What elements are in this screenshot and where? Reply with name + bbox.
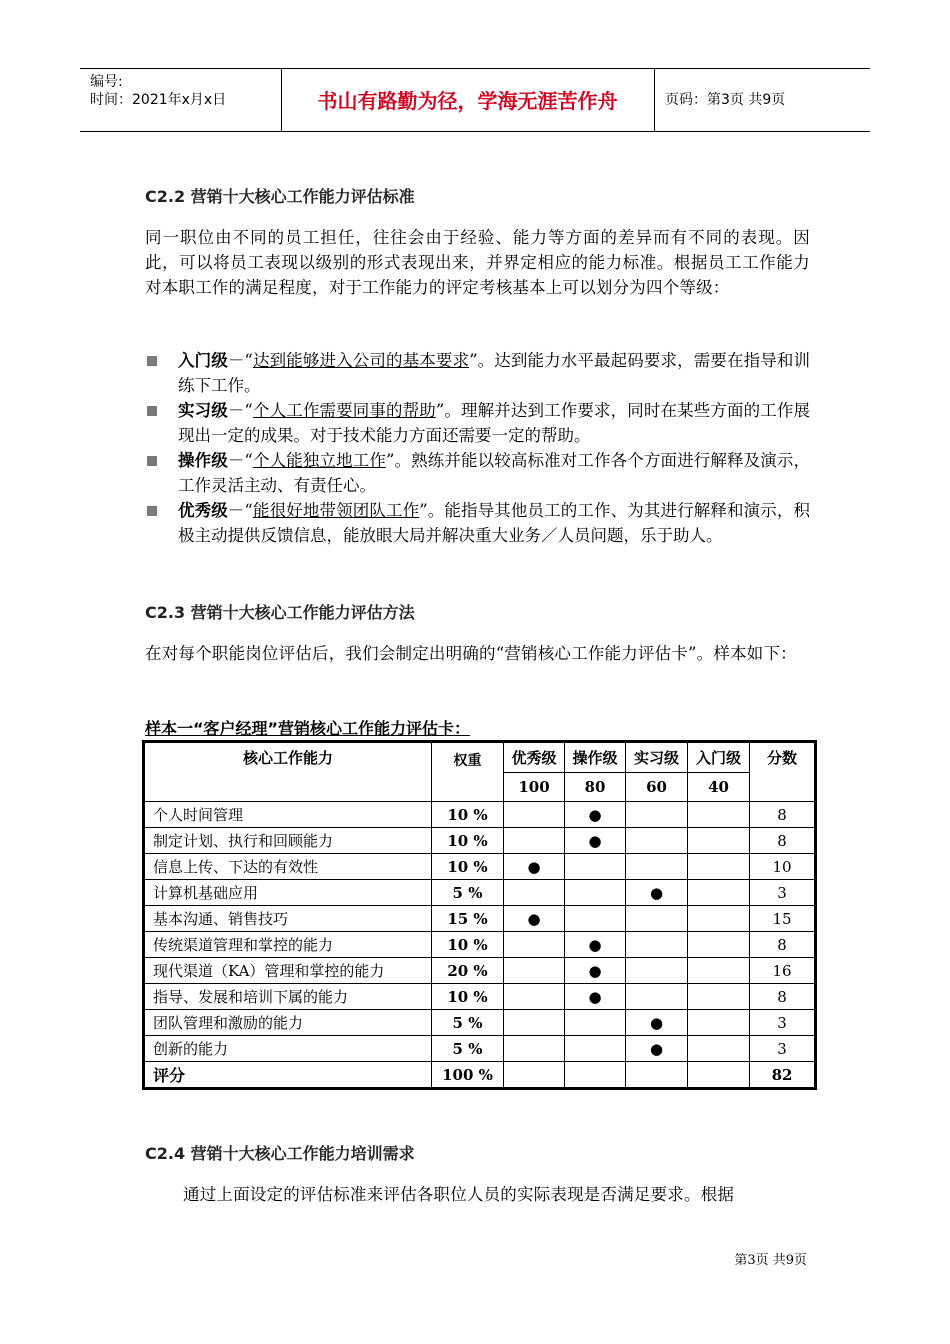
level-cell — [565, 1036, 626, 1062]
header-level-label: 实习级 — [626, 742, 688, 773]
section-heading-c22: C2.2 营销十大核心工作能力评估标准 — [145, 187, 415, 206]
level-dot-icon: ● — [588, 987, 602, 1006]
header-divider — [654, 69, 655, 131]
level-quote: 能很好地带领团队工作 — [252, 501, 420, 520]
table-row — [144, 932, 816, 958]
level-cell — [504, 802, 565, 828]
level-cell — [626, 1010, 688, 1036]
header-level-value: 80 — [565, 772, 626, 801]
ability-name: 创新的能力 — [144, 1036, 432, 1062]
level-cell — [626, 854, 688, 880]
ability-weight: 5 % — [432, 880, 504, 906]
level-cell — [688, 1036, 750, 1062]
ability-name: 个人时间管理 — [144, 802, 432, 828]
section-heading-c24: C2.4 营销十大核心工作能力培训需求 — [145, 1144, 415, 1163]
table-row — [144, 1010, 816, 1036]
level-cell — [626, 880, 688, 906]
level-description: 。熟练并能以较高标准对工作各个方面进行解释及演示，工作灵活主动、有责任心。 — [178, 451, 810, 495]
level-name: 入门级 — [178, 351, 228, 370]
level-dot-icon: ● — [649, 883, 664, 902]
ability-score: 10 — [750, 854, 816, 880]
ability-name: 指导、发展和培训下属的能力 — [144, 984, 432, 1010]
ability-score: 8 — [750, 984, 816, 1010]
header-level-label: 入门级 — [688, 742, 750, 773]
ability-weight: 10 % — [432, 854, 504, 880]
bullet-square-icon — [147, 506, 157, 516]
ability-score: 8 — [750, 932, 816, 958]
header-level-label: 操作级 — [565, 742, 626, 773]
level-cell — [565, 932, 626, 958]
level-cell — [504, 1010, 565, 1036]
total-score: 82 — [750, 1062, 816, 1089]
ability-score: 3 — [750, 1010, 816, 1036]
section-heading-c23: C2.3 营销十大核心工作能力评估方法 — [145, 603, 415, 622]
level-cell — [565, 1010, 626, 1036]
level-name: 操作级 — [178, 451, 228, 470]
level-cell — [504, 854, 565, 880]
level-cell — [504, 880, 565, 906]
total-weight: 100 % — [432, 1062, 504, 1089]
level-cell — [504, 932, 565, 958]
level-dash: －“ — [227, 401, 253, 420]
level-cell — [626, 1062, 688, 1089]
header-meta — [90, 73, 226, 109]
table-row — [144, 828, 816, 854]
ability-score: 16 — [750, 958, 816, 984]
level-dot-icon: ● — [527, 857, 541, 876]
level-dot-icon: ● — [588, 961, 602, 980]
level-name: 实习级 — [178, 401, 228, 420]
level-cell — [688, 932, 750, 958]
level-cell — [688, 854, 750, 880]
ability-weight: 15 % — [432, 906, 504, 932]
level-cell — [565, 854, 626, 880]
level-cell — [504, 1062, 565, 1089]
level-close-quote: ” — [385, 451, 395, 470]
level-cell — [688, 1062, 750, 1089]
header-level-value: 60 — [626, 772, 688, 801]
level-cell — [565, 958, 626, 984]
total-label: 评分 — [144, 1062, 432, 1089]
level-cell — [688, 1010, 750, 1036]
bullet-square-icon — [147, 406, 157, 416]
level-name: 优秀级 — [178, 501, 228, 520]
level-cell — [626, 932, 688, 958]
level-cell — [688, 906, 750, 932]
table-row — [144, 1036, 816, 1062]
ability-weight: 5 % — [432, 1036, 504, 1062]
ability-weight: 20 % — [432, 958, 504, 984]
table-row — [144, 906, 816, 932]
level-dot-icon: ● — [588, 935, 602, 954]
ability-weight: 10 % — [432, 932, 504, 958]
ability-weight: 10 % — [432, 984, 504, 1010]
bullet-square-icon — [147, 456, 157, 466]
level-cell — [565, 828, 626, 854]
level-cell — [626, 802, 688, 828]
level-item — [145, 498, 810, 548]
level-quote: 个人工作需要同事的帮助 — [252, 401, 436, 420]
level-dash: －“ — [227, 451, 253, 470]
level-dot-icon: ● — [588, 805, 602, 824]
level-dash: －“ — [227, 351, 253, 370]
ability-score: 8 — [750, 828, 816, 854]
table-header-row — [144, 742, 816, 773]
level-cell — [688, 984, 750, 1010]
table-row — [144, 958, 816, 984]
table-row — [144, 802, 816, 828]
footer-page-number: 第3页 共9页 — [734, 1253, 807, 1268]
level-quote: 个人能独立地工作 — [252, 451, 386, 470]
level-cell — [626, 1036, 688, 1062]
table-row — [144, 984, 816, 1010]
time-label: 时间：2021年x月x日 — [90, 92, 227, 108]
level-dot-icon: ● — [649, 1039, 664, 1058]
level-cell — [688, 958, 750, 984]
header-motto: 书山有路勤为径，学海无涯苦作舟 — [317, 89, 618, 113]
total-row — [144, 1062, 816, 1089]
level-cell — [688, 828, 750, 854]
ability-name: 制定计划、执行和回顾能力 — [144, 828, 432, 854]
level-cell — [626, 984, 688, 1010]
section-c24-intro: 通过上面设定的评估标准来评估各职位人员的实际表现是否满足要求。根据 — [183, 1185, 735, 1204]
ability-name: 信息上传、下达的有效性 — [144, 854, 432, 880]
level-description: 。达到能力水平最起码要求，需要在指导和训练下工作。 — [178, 351, 810, 395]
level-dot-icon: ● — [649, 1013, 664, 1032]
level-close-quote: ” — [419, 501, 428, 520]
level-cell — [504, 958, 565, 984]
level-quote: 达到能够进入公司的基本要求 — [252, 351, 470, 370]
level-cell — [504, 984, 565, 1010]
header-score: 分数 — [750, 742, 816, 802]
ability-weight: 5 % — [432, 1010, 504, 1036]
header-weight: 权重 — [432, 742, 504, 802]
level-cell — [688, 880, 750, 906]
level-item — [145, 448, 810, 498]
level-item — [145, 348, 810, 398]
ability-score: 8 — [750, 802, 816, 828]
level-cell — [565, 1062, 626, 1089]
page-header — [80, 68, 870, 132]
level-cell — [504, 906, 565, 932]
level-cell — [626, 906, 688, 932]
ability-name: 计算机基础应用 — [144, 880, 432, 906]
bullet-square-icon — [147, 356, 157, 366]
level-dot-icon: ● — [588, 831, 602, 850]
serial-label: 编号: — [90, 74, 123, 90]
level-list — [145, 348, 810, 548]
level-cell — [626, 828, 688, 854]
ability-weight: 10 % — [432, 828, 504, 854]
ability-weight: 10 % — [432, 802, 504, 828]
level-cell — [565, 984, 626, 1010]
header-ability: 核心工作能力 — [144, 742, 432, 802]
ability-name: 团队管理和激励的能力 — [144, 1010, 432, 1036]
section-c22-intro: 同一职位由不同的员工担任，往往会由于经验、能力等方面的差异而有不同的表现。因此，可以将员工表现以级别的形式表现出来，并界定相应的能力标准。根据员工工作能力对本职工作的满足程度，对于工作能力的评定考核基本上可以划分为四个等级： — [145, 228, 810, 297]
level-close-quote: ” — [469, 351, 478, 370]
header-level-label: 优秀级 — [504, 742, 565, 773]
level-dash: －“ — [227, 501, 253, 520]
table-row — [144, 880, 816, 906]
level-cell — [565, 880, 626, 906]
ability-score: 15 — [750, 906, 816, 932]
level-close-quote: ” — [435, 401, 445, 420]
level-cell — [565, 906, 626, 932]
ability-score: 3 — [750, 1036, 816, 1062]
header-level-value: 40 — [688, 772, 750, 801]
level-description: 。能指导其他员工的工作、为其进行解释和演示，积极主动提供反馈信息，能放眼大局并解决重大业务／人员问题，乐于助人。 — [178, 501, 810, 545]
evaluation-table — [142, 740, 817, 1090]
ability-name: 基本沟通、销售技巧 — [144, 906, 432, 932]
section-c23-intro: 在对每个职能岗位评估后，我们会制定出明确的“营销核心工作能力评估卡”。样本如下： — [145, 644, 797, 663]
table-caption: 样本一“客户经理”营销核心工作能力评估卡： — [145, 719, 471, 738]
header-page-number: 页码：第3页 共9页 — [665, 92, 786, 108]
ability-name: 传统渠道管理和掌控的能力 — [144, 932, 432, 958]
level-description: 。理解并达到工作要求，同时在某些方面的工作展现出一定的成果。对于技术能力方面还需要一定的帮助。 — [178, 401, 810, 445]
ability-score: 3 — [750, 880, 816, 906]
level-item — [145, 398, 810, 448]
level-cell — [626, 958, 688, 984]
header-level-value: 100 — [504, 772, 565, 801]
level-cell — [504, 1036, 565, 1062]
level-cell — [504, 828, 565, 854]
table-row — [144, 854, 816, 880]
level-cell — [565, 802, 626, 828]
level-cell — [688, 802, 750, 828]
ability-name: 现代渠道（KA）管理和掌控的能力 — [144, 958, 432, 984]
level-dot-icon: ● — [527, 909, 541, 928]
